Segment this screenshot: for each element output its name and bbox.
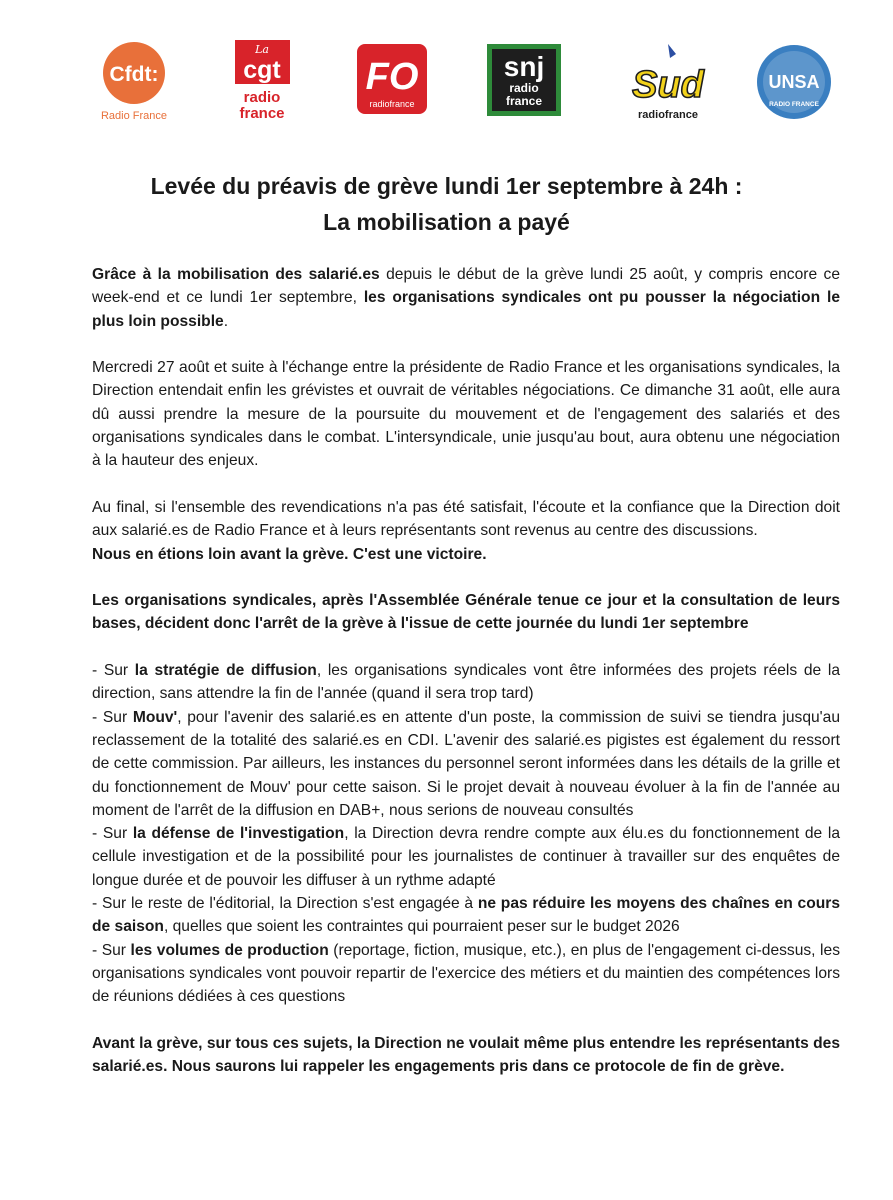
list-item bbox=[92, 706, 840, 822]
list-item-text: , quelles que soient les contraintes qui pourraient peser sur le budget 2026 bbox=[163, 918, 680, 936]
p1-bold-2: les organisations syndicales ont pu pousser la négociation le plus loin possible bbox=[92, 289, 840, 330]
paragraph-victory bbox=[92, 543, 840, 566]
closing-text: Avant la grève, sur tous ces sujets, la Direction ne voulait même plus entendre les représentants des salarié.es. Nous saurons lui rappeler les engagements pris dans ce protocole de fin de grève. bbox=[92, 1034, 840, 1076]
document-title bbox=[60, 168, 833, 240]
p1-text-2: . bbox=[223, 312, 229, 330]
list-item bbox=[92, 822, 840, 892]
list-item-text: (reportage, fiction, musique, etc.), en plus de l'engagement ci-dessus, les organisations syndicales vont pouvoir repartir de l'exercice des métiers et du maintien des compétences lors de réunions dédiées à ces questions bbox=[92, 941, 840, 1006]
cgt-logo-sub1: radio bbox=[243, 89, 281, 106]
spacer bbox=[92, 473, 840, 496]
list-item-prefix: - Sur bbox=[92, 708, 133, 726]
p1-text-1: depuis le début de la grève lundi 25 août, y compris encore ce week-end et ce lundi 1er septembre, bbox=[92, 266, 840, 307]
p1-bold-1: Grâce à la mobilisation des salarié.es bbox=[92, 266, 380, 283]
snj-logo-sub1: radio bbox=[509, 81, 539, 95]
list-item-bold: la stratégie de diffusion bbox=[134, 662, 317, 680]
spacer bbox=[92, 333, 840, 356]
sud-logo-sub: radiofrance bbox=[638, 109, 698, 121]
snj-logo-name: snj bbox=[503, 51, 545, 82]
list-item-prefix: - Sur bbox=[92, 662, 135, 680]
spacer bbox=[92, 566, 840, 589]
snj-logo bbox=[487, 44, 561, 116]
list-item-text: , les organisations syndicales vont être informées des projets réels de la direction, sans attendre la fin de l'année (quand il sera trop tard) bbox=[92, 662, 841, 703]
list-item-prefix: - Sur bbox=[92, 941, 131, 959]
list-item-bold: la défense de l'investigation bbox=[132, 825, 345, 843]
title-line-2: La mobilisation a payé bbox=[323, 209, 570, 235]
list-item-prefix: - Sur le reste de l'éditorial, la Direction s'est engagée à bbox=[92, 895, 478, 913]
snj-logo-sub2: france bbox=[505, 94, 543, 108]
cfdt-logo bbox=[93, 42, 175, 124]
list-item-bold: ne pas réduire les moyens des chaînes en cours de saison bbox=[92, 895, 840, 936]
spacer bbox=[92, 636, 840, 659]
cfdt-logo-sub: Radio France bbox=[100, 110, 168, 122]
cgt-logo-name: cgt bbox=[243, 56, 281, 84]
list-item bbox=[92, 939, 840, 1009]
sud-logo-name: Sud bbox=[632, 64, 704, 106]
unsa-logo-sub: RADIO FRANCE bbox=[769, 101, 819, 108]
strike-end-text: Les organisations syndicales, après l'Assemblée Générale tenue ce jour et la consultation de leurs bases, décident donc l'arrêt de la grève à l'issue de cette journée du lundi 1er septembre bbox=[92, 592, 840, 633]
list-item bbox=[92, 659, 840, 706]
paragraph-negotiations: Mercredi 27 août et suite à l'échange entre la présidente de Radio France et les organisations syndicales, la Direction entendait enfin les grévistes et ouvrait de véritables négociations. Ce dimanche 31 août, elle aura dû aussi prendre la mesure de la poursuite du mouvement et de l'engagement des salariés et des organisations syndicales dans le combat. L'intersyndicale, unie jusqu'au bout, aura obtenu une négociation à la hauteur des enjeux. bbox=[92, 359, 840, 470]
spacer bbox=[92, 1009, 840, 1032]
cgt-logo-script: La bbox=[255, 43, 269, 56]
unsa-logo bbox=[756, 44, 832, 120]
paragraph-strike-end bbox=[92, 589, 840, 636]
list-item bbox=[92, 892, 840, 939]
list-item-bold: Mouv' bbox=[132, 708, 178, 726]
paragraph-conclusion: Au final, si l'ensemble des revendications n'a pas été satisfait, l'écoute et la confiance que la Direction doit aux salarié.es de Radio France et à leurs représentants sont revenus au centre des discussions. bbox=[92, 498, 840, 540]
commitments-list bbox=[92, 659, 840, 1008]
union-logos bbox=[0, 0, 893, 140]
paragraph-mobilisation bbox=[92, 263, 840, 333]
fo-logo-name: FO bbox=[365, 56, 419, 98]
fo-logo-sub: radiofrance bbox=[369, 99, 415, 109]
cfdt-logo-name: Cfdt: bbox=[109, 63, 159, 86]
document-body bbox=[92, 263, 840, 1078]
list-item-bold: les volumes de production bbox=[130, 941, 329, 959]
list-item-text: , pour l'avenir des salarié.es en attente d'un poste, la commission de suivi se tiendra jusqu'au reclassement de la totalité des salarié.es en CDI. L'avenir des salarié.es pigistes est également du ressort de cette commission. Par ailleurs, les instances du personnel seront informées dans les détails de la grille et du fonctionnement de Mouv' pour cette saison. Si le projet devait à nouveau évoluer à la fin de l'année au moment de l'arrêt de la diffusion en DAB+, nous serions de nouveau consultés bbox=[92, 708, 841, 819]
cgt-logo bbox=[235, 40, 293, 122]
list-item-prefix: - Sur bbox=[92, 825, 133, 843]
cgt-logo-sub2: france bbox=[239, 105, 285, 122]
sud-logo bbox=[624, 42, 712, 124]
unsa-logo-name: UNSA bbox=[768, 72, 820, 92]
list-item-text: , la Direction devra rendre compte aux élu.es du fonctionnement de la cellule investigation et de la possibilité pour les journalistes de continuer à travailler sur des enquêtes de longue durée et de pouvoir les diffuser à un rythme adapté bbox=[92, 825, 840, 889]
fo-logo bbox=[357, 44, 427, 116]
title-line-1: Levée du préavis de grève lundi 1er septembre à 24h : bbox=[150, 173, 743, 199]
paragraph-closing bbox=[92, 1032, 840, 1079]
victory-text: Nous en étions loin avant la grève. C'est une victoire. bbox=[92, 545, 487, 563]
